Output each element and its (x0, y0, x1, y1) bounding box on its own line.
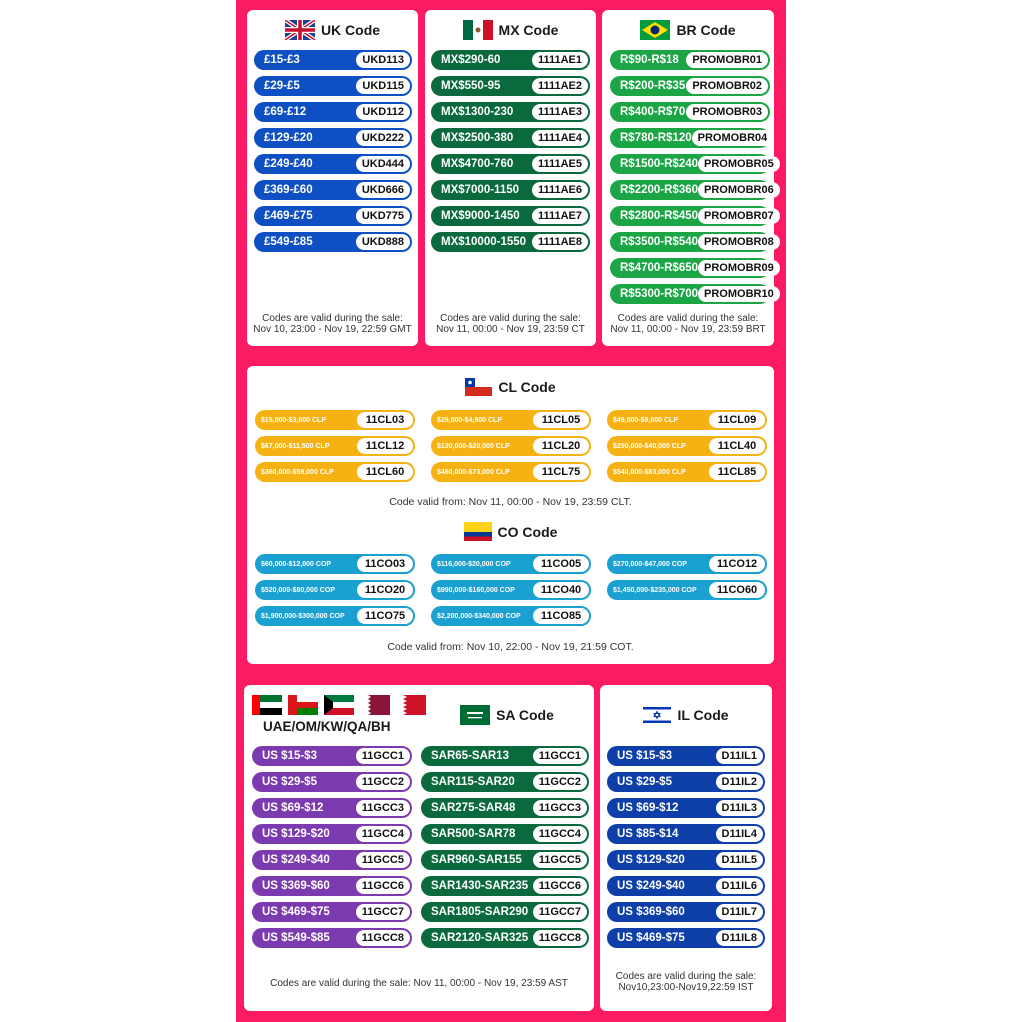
coupon-row (255, 410, 415, 430)
sa-title-text: SA Code (496, 707, 554, 723)
coupon-code[interactable]: PROMOBR02 (686, 78, 768, 94)
price-range: US $69-$12 (262, 802, 324, 814)
price-range: MX$10000-1550 (441, 236, 527, 248)
coupon-row (421, 876, 589, 896)
coupon-row (421, 746, 589, 766)
coupon-code[interactable]: 11GCC8 (533, 930, 587, 946)
coupon-row (607, 772, 765, 792)
coupon-row (610, 76, 770, 96)
sa-validity-note: Codes are valid during the sale: Nov 11, 00:00 - Nov 19, 23:59 AST (270, 978, 568, 989)
coupon-code[interactable]: PROMOBR03 (686, 104, 768, 120)
price-range: R$90-R$18 (620, 54, 679, 66)
coupon-code[interactable]: D11IL6 (716, 878, 763, 894)
price-range: $520,000-$80,000 COP (261, 586, 335, 594)
oman-flag-icon (288, 695, 318, 715)
coupon-code[interactable]: 11CO75 (357, 608, 413, 624)
price-range: R$400-R$70 (620, 106, 686, 118)
coupon-code[interactable]: UKD113 (356, 52, 410, 68)
price-range: US $369-$60 (617, 906, 685, 918)
uk-rows (254, 50, 412, 258)
price-range: £15-£3 (264, 54, 300, 66)
uk-title (247, 20, 418, 40)
coupon-row (421, 772, 589, 792)
price-range: US $369-$60 (262, 880, 330, 892)
coupon-row (431, 554, 591, 574)
price-range: $60,000-$12,000 COP (261, 560, 332, 568)
qatar-flag-icon (360, 695, 390, 715)
coupon-code[interactable]: 11CO05 (533, 556, 589, 572)
coupon-row (610, 128, 770, 148)
coupon-row (431, 206, 590, 226)
co-rows (255, 554, 767, 632)
price-range: US $85-$14 (617, 828, 679, 840)
coupon-code[interactable]: 11CL09 (709, 412, 765, 428)
price-range: R$200-R$35 (620, 80, 686, 92)
price-range: US $469-$75 (617, 932, 685, 944)
coupon-code[interactable]: 11GCC7 (356, 904, 410, 920)
coupon-row (610, 50, 770, 70)
cl-co-panel (247, 366, 774, 664)
price-range: MX$2500-380 (441, 132, 514, 144)
price-range: US $129-$20 (617, 854, 685, 866)
price-range: $460,000-$73,000 CLP (437, 468, 510, 476)
uk-validity-note (247, 313, 418, 335)
coupon-row (610, 232, 774, 252)
coupon-row (255, 580, 415, 600)
coupon-code[interactable]: 11CL12 (357, 438, 413, 454)
mx-note-line2: Nov 11, 00:00 - Nov 19, 23:59 CT (436, 324, 585, 335)
uae-flag-icon (252, 695, 282, 715)
price-range: SAR960-SAR155 (431, 854, 522, 866)
coupon-code[interactable]: PROMOBR04 (692, 130, 774, 146)
coupon-row (607, 902, 765, 922)
price-range: $130,000-$20,000 CLP (437, 442, 510, 450)
colombia-flag-icon (464, 522, 492, 541)
coupon-code[interactable]: 11CO20 (357, 582, 413, 598)
price-range: US $249-$40 (262, 854, 330, 866)
coupon-code[interactable]: 1111AE7 (532, 208, 588, 224)
coupon-row (431, 606, 591, 626)
coupon-code[interactable]: 11GCC3 (356, 800, 410, 816)
price-range: US $549-$85 (262, 932, 330, 944)
coupon-row (421, 824, 589, 844)
coupon-code[interactable]: 11GCC4 (356, 826, 410, 842)
coupon-code[interactable]: 11CO85 (533, 608, 589, 624)
coupon-row (431, 180, 590, 200)
price-range: US $29-$5 (262, 776, 317, 788)
coupon-code[interactable]: 11GCC3 (533, 800, 587, 816)
price-range: $116,000-$20,000 COP (437, 560, 511, 568)
coupon-row (431, 232, 590, 252)
coupon-code[interactable]: 1111AE6 (532, 182, 588, 198)
br-title (602, 20, 774, 40)
coupon-code[interactable]: 11CL05 (533, 412, 589, 428)
price-range: SAR500-SAR78 (431, 828, 516, 840)
coupon-code[interactable]: 1111AE4 (532, 130, 588, 146)
br-rows (610, 50, 774, 310)
coupon-code[interactable]: 11GCC1 (533, 748, 587, 764)
price-range: $29,000-$4,900 CLP (437, 416, 502, 424)
coupon-row (254, 128, 412, 148)
price-range: $1,900,000-$300,000 COP (261, 612, 345, 620)
coupon-row (254, 102, 412, 122)
coupon-code[interactable]: 11GCC4 (533, 826, 587, 842)
price-range: US $69-$12 (617, 802, 679, 814)
price-range: £249-£40 (264, 158, 313, 170)
il-note-line2: Nov10,23:00-Nov19,22:59 IST (618, 982, 754, 993)
coupon-row (607, 850, 765, 870)
gcc-sa-panel (244, 685, 594, 1011)
coupon-row (607, 580, 767, 600)
coupon-row (431, 410, 591, 430)
kuwait-flag-icon (324, 695, 354, 715)
gcc-flags (252, 695, 426, 715)
cl-title (247, 378, 774, 396)
uk-panel (247, 10, 418, 346)
coupon-code[interactable]: 11GCC6 (533, 878, 587, 894)
price-range: MX$1300-230 (441, 106, 514, 118)
coupon-row (607, 410, 767, 430)
price-range: $990,000-$160,000 COP (437, 586, 515, 594)
coupon-board (236, 0, 786, 1022)
mx-rows (431, 50, 590, 258)
price-range: US $249-$40 (617, 880, 685, 892)
uk-note-line2: Nov 10, 23:00 - Nov 19, 22:59 GMT (253, 324, 412, 335)
price-range: R$3500-R$540 (620, 236, 699, 248)
br-validity-note (602, 313, 774, 335)
coupon-code[interactable]: UKD444 (356, 156, 410, 172)
price-range: £369-£60 (264, 184, 313, 196)
coupon-row (421, 902, 589, 922)
coupon-code[interactable]: 1111AE1 (532, 52, 588, 68)
cl-rows (255, 410, 767, 488)
sa-title (420, 705, 594, 725)
coupon-row (254, 154, 412, 174)
price-range: £29-£5 (264, 80, 300, 92)
coupon-code[interactable]: UKD666 (356, 182, 410, 198)
br-note-line1: Codes are valid during the sale: (617, 313, 759, 324)
uk-flag-icon (285, 20, 315, 40)
coupon-code[interactable]: 1111AE2 (532, 78, 588, 94)
coupon-row (254, 50, 412, 70)
co-validity-note: Code valid from: Nov 10, 22:00 - Nov 19, 21:59 COT. (387, 641, 634, 653)
coupon-code[interactable]: 11GCC5 (356, 852, 410, 868)
coupon-row (610, 180, 774, 200)
coupon-row (252, 798, 412, 818)
coupon-row (607, 462, 767, 482)
coupon-code[interactable]: 11CL20 (533, 438, 589, 454)
br-panel (602, 10, 774, 346)
price-range: R$2800-R$450 (620, 210, 699, 222)
price-range: £549-£85 (264, 236, 313, 248)
coupon-row (607, 824, 765, 844)
cl-validity-note: Code valid from: Nov 11, 00:00 - Nov 19, 23:59 CLT. (389, 496, 632, 508)
coupon-code[interactable]: D11IL4 (716, 826, 763, 842)
coupon-code[interactable]: 11CO60 (709, 582, 765, 598)
coupon-code[interactable]: 11CO12 (709, 556, 765, 572)
co-title (247, 522, 774, 541)
coupon-row (252, 824, 412, 844)
israel-flag-icon (643, 705, 671, 725)
price-range: US $129-$20 (262, 828, 330, 840)
coupon-code[interactable]: 11GCC7 (533, 904, 587, 920)
price-range: £69-£12 (264, 106, 307, 118)
price-range: $540,000-$83,000 CLP (613, 468, 686, 476)
co-title-text: CO Code (497, 523, 558, 540)
price-range: SAR2120-SAR325 (431, 932, 529, 944)
brazil-flag-icon (640, 20, 670, 40)
coupon-code[interactable]: D11IL1 (716, 748, 763, 764)
coupon-row (610, 206, 774, 226)
coupon-row (431, 436, 591, 456)
br-note-line2: Nov 11, 00:00 - Nov 19, 23:59 BRT (610, 324, 766, 335)
coupon-code[interactable]: 11CL03 (357, 412, 413, 428)
coupon-row (421, 798, 589, 818)
coupon-row (254, 180, 412, 200)
coupon-row (431, 76, 590, 96)
price-range: R$4700-R$650 (620, 262, 699, 274)
coupon-code[interactable]: PROMOBR07 (698, 208, 780, 224)
coupon-code[interactable]: UKD775 (356, 208, 410, 224)
coupon-code[interactable]: PROMOBR08 (698, 234, 780, 250)
coupon-row (252, 876, 412, 896)
coupon-code[interactable]: 1111AE8 (532, 234, 588, 250)
coupon-code[interactable]: PROMOBR01 (686, 52, 768, 68)
coupon-row (431, 462, 591, 482)
coupon-code[interactable]: D11IL2 (716, 774, 763, 790)
coupon-row (252, 928, 412, 948)
coupon-row (431, 102, 590, 122)
price-range: $49,000-$9,000 CLP (613, 416, 678, 424)
price-range: MX$7000-1150 (441, 184, 520, 196)
coupon-code[interactable]: 11GCC5 (533, 852, 587, 868)
mx-validity-note (425, 313, 596, 335)
coupon-code[interactable]: UKD112 (356, 104, 410, 120)
uk-title-text: UK Code (320, 22, 381, 38)
price-range: MX$550-95 (441, 80, 501, 92)
coupon-code[interactable]: 11CL60 (357, 464, 413, 480)
price-range: SAR275-SAR48 (431, 802, 516, 814)
price-range: US $15-$3 (262, 750, 317, 762)
coupon-code[interactable]: UKD888 (356, 234, 410, 250)
price-range: R$780-R$120 (620, 132, 692, 144)
price-range: MX$290-60 (441, 54, 501, 66)
il-panel (600, 685, 772, 1011)
price-range: $360,000-$59,000 CLP (261, 468, 334, 476)
mexico-flag-icon (463, 20, 493, 40)
price-range: R$2200-R$360 (620, 184, 699, 196)
il-rows (607, 746, 765, 954)
price-range: £469-£75 (264, 210, 313, 222)
coupon-code[interactable]: D11IL5 (716, 852, 763, 868)
coupon-code[interactable]: D11IL3 (716, 800, 763, 816)
coupon-row (607, 876, 765, 896)
il-note-line1: Codes are valid during the sale: (615, 971, 757, 982)
coupon-row (252, 850, 412, 870)
il-title (600, 705, 772, 725)
coupon-row (252, 746, 412, 766)
price-range: US $469-$75 (262, 906, 330, 918)
coupon-row (610, 284, 774, 304)
price-range: $15,000-$3,000 CLP (261, 416, 326, 424)
price-range: R$5300-R$700 (620, 288, 699, 300)
coupon-code[interactable]: PROMOBR10 (698, 286, 780, 302)
coupon-row (254, 76, 412, 96)
coupon-row (255, 606, 415, 626)
coupon-row (431, 128, 590, 148)
coupon-code[interactable]: PROMOBR09 (698, 260, 780, 276)
coupon-row (610, 154, 774, 174)
coupon-code[interactable]: UKD115 (356, 78, 410, 94)
coupon-row (610, 258, 774, 278)
coupon-code[interactable]: UKD222 (356, 130, 410, 146)
mx-panel (425, 10, 596, 346)
coupon-row (255, 436, 415, 456)
price-range: SAR65-SAR13 (431, 750, 509, 762)
price-range: $270,000-$47,000 COP (613, 560, 687, 568)
coupon-row (255, 554, 415, 574)
gcc-title: UAE/OM/KW/QA/BH (263, 719, 391, 734)
uk-note-line1: Codes are valid during the sale: (262, 313, 403, 324)
coupon-code[interactable]: 11CL40 (709, 438, 765, 454)
coupon-row (607, 746, 765, 766)
gcc-rows (252, 746, 412, 954)
coupon-row (252, 902, 412, 922)
coupon-code[interactable]: 11CL75 (533, 464, 589, 480)
coupon-row (421, 928, 589, 948)
coupon-code[interactable]: 11CO40 (533, 582, 589, 598)
price-range: MX$4700-760 (441, 158, 514, 170)
coupon-code[interactable]: 11CL85 (709, 464, 765, 480)
price-range: US $29-$5 (617, 776, 672, 788)
coupon-row (252, 772, 412, 792)
coupon-row (607, 798, 765, 818)
price-range: £129-£20 (264, 132, 313, 144)
coupon-row (431, 580, 591, 600)
coupon-row (431, 50, 590, 70)
price-range: SAR1430-SAR235 (431, 880, 529, 892)
sa-rows (421, 746, 589, 954)
il-title-text: IL Code (677, 707, 729, 723)
price-range: $250,000-$40,000 CLP (613, 442, 686, 450)
coupon-code[interactable]: 1111AE3 (532, 104, 588, 120)
coupon-row (607, 436, 767, 456)
coupon-code[interactable]: 11GCC8 (356, 930, 410, 946)
br-title-text: BR Code (676, 22, 736, 38)
coupon-row (607, 928, 765, 948)
coupon-row (254, 232, 412, 252)
coupon-row (610, 102, 770, 122)
coupon-code[interactable]: 11GCC2 (533, 774, 587, 790)
coupon-code[interactable]: 11CO03 (357, 556, 413, 572)
price-range: $1,450,000-$235,000 COP (613, 586, 697, 594)
coupon-code[interactable]: PROMOBR05 (698, 156, 780, 172)
chile-flag-icon (465, 378, 492, 396)
coupon-code[interactable]: 1111AE5 (532, 156, 588, 172)
mx-title-text: MX Code (498, 22, 559, 38)
price-range: R$1500-R$240 (620, 158, 699, 170)
saudi-flag-icon (460, 705, 490, 725)
il-validity-note (600, 971, 772, 993)
coupon-row (254, 206, 412, 226)
mx-note-line1: Codes are valid during the sale: (440, 313, 581, 324)
coupon-code[interactable]: 11GCC2 (356, 774, 410, 790)
mx-title (425, 20, 596, 40)
coupon-code[interactable]: PROMOBR06 (698, 182, 780, 198)
price-range: $2,200,000-$340,000 COP (437, 612, 521, 620)
price-range: SAR1805-SAR290 (431, 906, 529, 918)
coupon-code[interactable]: D11IL8 (716, 930, 763, 946)
price-range: $67,000-$11,500 CLP (261, 442, 330, 450)
price-range: US $15-$3 (617, 750, 672, 762)
coupon-row (607, 554, 767, 574)
price-range: MX$9000-1450 (441, 210, 520, 222)
coupon-code[interactable]: 11GCC6 (356, 878, 410, 894)
price-range: SAR115-SAR20 (431, 776, 515, 788)
coupon-row (431, 154, 590, 174)
coupon-code[interactable]: D11IL7 (716, 904, 763, 920)
coupon-row (255, 462, 415, 482)
cl-title-text: CL Code (498, 379, 556, 395)
coupon-code[interactable]: 11GCC1 (356, 748, 410, 764)
coupon-row (421, 850, 589, 870)
